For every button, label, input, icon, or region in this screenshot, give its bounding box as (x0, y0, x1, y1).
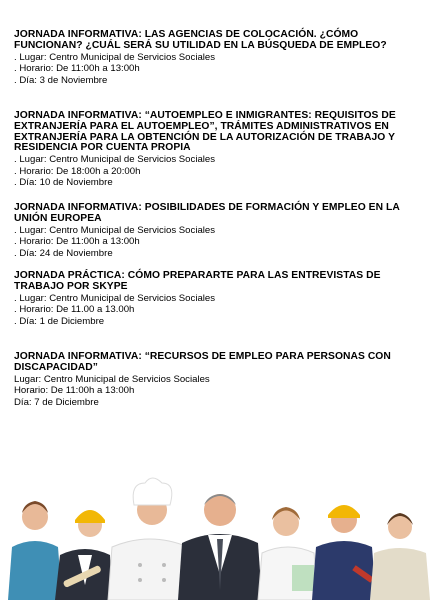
event-lugar (14, 293, 419, 305)
event-title: JORNADA INFORMATIVA: LAS AGENCIAS DE COLOCACIÓN. ¿CÓMO FUNCIONAN? ¿CUÁL SERÁ SU UTILIDAD EN LA BÚSQUEDA DE EMPLEO? (14, 29, 387, 51)
workers-illustration (0, 465, 431, 600)
event-entrevistas-skype (14, 271, 419, 327)
event-formacion-ue (14, 203, 419, 259)
mechanic-figure (312, 505, 376, 600)
event-horario-text: Horario: De 11.00 a 13.00h (19, 304, 135, 316)
event-dia (14, 397, 419, 409)
bullet-prefix: . (14, 236, 20, 248)
event-dia-text: Día: 7 de Diciembre (14, 396, 99, 408)
event-lugar (14, 374, 419, 386)
event-discapacidad (14, 352, 419, 408)
doctor-figure (258, 507, 318, 600)
event-dia (14, 177, 419, 189)
event-horario-text: Horario: De 18:00h a 20:00h (19, 165, 141, 177)
event-horario (14, 304, 419, 316)
event-title: JORNADA INFORMATIVA: “AUTOEMPLEO E INMIGRANTES: REQUISITOS DE EXTRANJERÍA PARA EL AUTOEMPLEO”, TRÁMITES ADMINISTRATIVOS EN EXTRANJERÍA PARA LA OBTENCIÓN DE LA AUTORIZACIÓN DE TRABAJO Y RESIDENCIA POR CUENTA PROPIA (14, 110, 396, 154)
event-autoempleo-inmigrantes (14, 111, 419, 189)
caregiver-figure (370, 513, 430, 600)
event-lugar-text: Lugar: Centro Municipal de Servicios Sociales (19, 51, 216, 63)
bullet-prefix: . (14, 51, 20, 63)
event-dia-text: Día: 24 de Noviembre (19, 247, 113, 259)
businessman-figure (178, 494, 262, 600)
bullet-prefix: . (14, 154, 20, 166)
event-horario (14, 236, 419, 248)
event-horario-text: Horario: De 11:00h a 13:00h (19, 236, 140, 248)
event-horario-text: Horario: De 11:00h a 13:00h (14, 385, 135, 397)
event-dia (14, 75, 419, 87)
bullet-prefix: . (14, 315, 20, 327)
event-lugar (14, 225, 419, 237)
event-dia-text: Día: 1 de Diciembre (19, 315, 105, 327)
event-title: JORNADA PRÁCTICA: CÓMO PREPARARTE PARA LAS ENTREVISTAS DE TRABAJO POR SKYPE (14, 270, 381, 292)
engineer-woman-figure (55, 510, 112, 600)
bullet-prefix: . (14, 74, 20, 86)
bullet-prefix: . (14, 247, 20, 259)
event-lugar (14, 52, 419, 64)
event-horario (14, 63, 419, 75)
bullet-prefix: . (14, 63, 20, 75)
event-lugar-text: Lugar: Centro Municipal de Servicios Sociales (14, 373, 210, 385)
workers-photo (0, 465, 431, 600)
event-dia-text: Día: 10 de Noviembre (19, 177, 113, 189)
bullet-prefix: . (14, 292, 20, 304)
bullet-prefix: . (14, 224, 20, 236)
event-horario (14, 166, 419, 178)
event-lugar (14, 154, 419, 166)
event-dia (14, 248, 419, 260)
event-title: JORNADA INFORMATIVA: POSIBILIDADES DE FORMACIÓN Y EMPLEO EN LA UNIÓN EUROPEA (14, 202, 400, 224)
event-lugar-text: Lugar: Centro Municipal de Servicios Sociales (19, 292, 216, 304)
bullet-prefix: . (14, 304, 20, 316)
event-lugar-text: Lugar: Centro Municipal de Servicios Sociales (19, 224, 216, 236)
bullet-prefix: . (14, 165, 20, 177)
event-lugar-text: Lugar: Centro Municipal de Servicios Sociales (19, 154, 216, 166)
bullet-prefix: . (14, 177, 20, 189)
event-horario-text: Horario: De 11:00h a 13:00h (19, 63, 140, 75)
event-dia-text: Día: 3 de Noviembre (19, 74, 108, 86)
nurse-figure (8, 501, 62, 600)
event-agencias-colocacion (14, 30, 419, 86)
event-title: JORNADA INFORMATIVA: “RECURSOS DE EMPLEO PARA PERSONAS CON DISCAPACIDAD” (14, 351, 391, 373)
event-horario (14, 385, 419, 397)
event-dia (14, 316, 419, 328)
